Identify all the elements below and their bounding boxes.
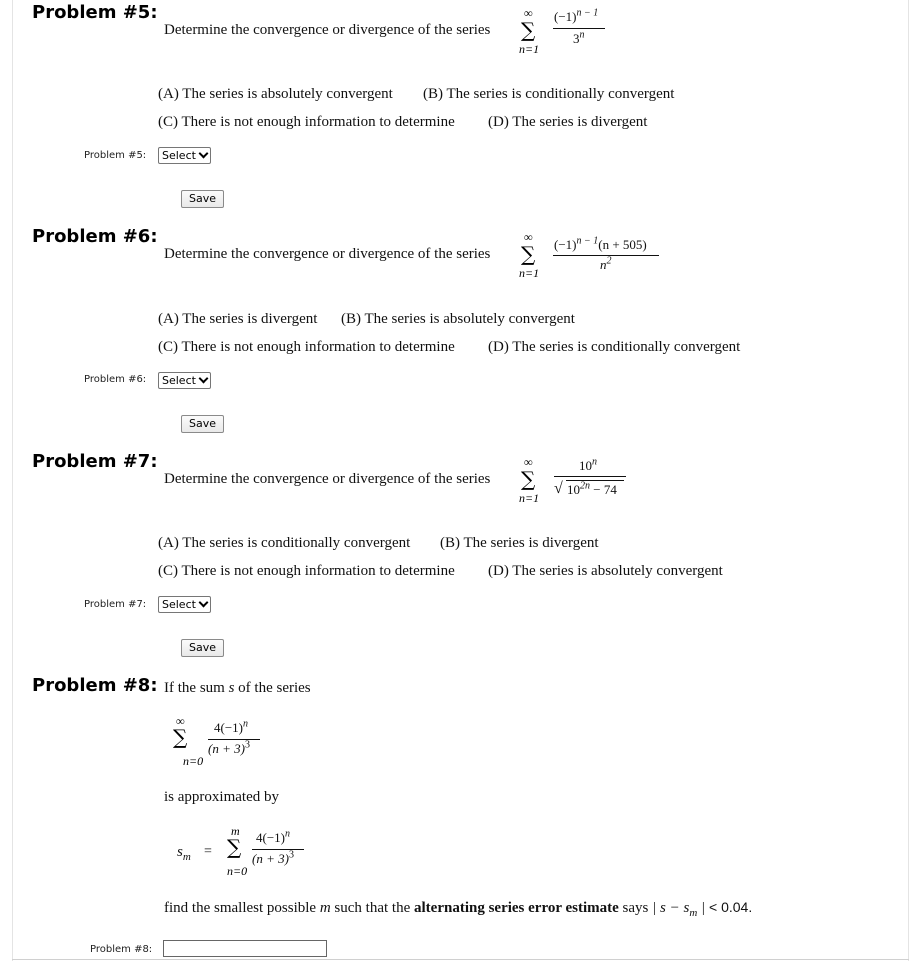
series-upper-limit: ∞ <box>176 714 185 728</box>
problem-8-series <box>168 714 278 770</box>
problem-5-stem: Determine the convergence or divergence of the series <box>164 22 491 38</box>
problem-5-answer-label: Problem #5: <box>84 150 147 161</box>
series-lower-limit: n=1 <box>519 266 540 280</box>
problem-7-save-button[interactable]: Save <box>181 639 224 657</box>
chevron-down-icon <box>198 374 208 384</box>
partial-sum-lower-limit: n=0 <box>227 864 248 878</box>
problem-5-option-d: (D) The series is divergent <box>488 114 648 130</box>
problem-8-answer-input[interactable] <box>163 940 327 957</box>
problem-8-intro: If the sum s of the series <box>164 680 311 696</box>
problem-8-answer-label: Problem #8: <box>90 944 153 955</box>
problem-5-option-a: (A) The series is absolutely convergent <box>158 86 393 102</box>
fraction-bar <box>252 849 304 850</box>
problem-5-option-b: (B) The series is conditionally convergent <box>423 86 675 102</box>
problem-6-series <box>516 230 676 282</box>
problem-6-option-c: (C) There is not enough information to determine <box>158 339 455 355</box>
series-denominator: $10^{2n} - 74$ <box>567 480 617 497</box>
series-denominator: 3$^n$ <box>573 29 585 46</box>
problem-5-series <box>516 6 626 58</box>
sigma-symbol: ∑ <box>227 835 242 859</box>
problem-6-answer-label: Problem #6: <box>84 374 147 385</box>
partial-sum-numerator: $4(-1)^n$ <box>256 828 290 845</box>
problem-7-option-d: (D) The series is absolutely convergent <box>488 563 723 579</box>
problem-6-stem: Determine the convergence or divergence of the series <box>164 246 491 262</box>
problem-6-title: Problem #6: <box>32 226 158 247</box>
series-numerator: 10$^n$ <box>579 456 597 473</box>
problem-7-series <box>516 455 636 507</box>
frame-right-border <box>908 0 909 961</box>
problem-7-answer-select[interactable]: Select <box>158 596 211 613</box>
problem-8-approx-text: is approximated by <box>164 789 279 805</box>
frame-bottom-border <box>12 959 909 960</box>
partial-sum-upper-limit: m <box>231 824 240 838</box>
series-upper-limit: ∞ <box>524 230 533 244</box>
series-numerator: $(-1)^{n - 1}$ <box>554 7 599 24</box>
problem-5-answer-select[interactable]: Select <box>158 147 211 164</box>
problem-6-option-d: (D) The series is conditionally convergent <box>488 339 741 355</box>
sigma-symbol: ∑ <box>521 18 536 42</box>
series-lower-limit: n=0 <box>183 754 204 768</box>
error-expression: | $s - s_m$ | <box>652 900 706 919</box>
problem-7-option-c: (C) There is not enough information to determine <box>158 563 455 579</box>
chevron-down-icon <box>198 149 208 159</box>
series-denominator: $n^2$ <box>600 255 612 272</box>
problem-6-answer-select[interactable]: Select <box>158 372 211 389</box>
problem-5-option-c: (C) There is not enough information to determine <box>158 114 455 130</box>
sigma-symbol: ∑ <box>521 467 536 491</box>
problem-7-title: Problem #7: <box>32 451 158 472</box>
problem-5-title: Problem #5: <box>32 2 158 23</box>
problem-7-answer-label: Problem #7: <box>84 599 147 610</box>
equals-sign: = <box>204 844 212 859</box>
problem-6-save-button[interactable]: Save <box>181 415 224 433</box>
problem-7-option-b: (B) The series is divergent <box>440 535 599 551</box>
fraction-bar <box>554 476 626 477</box>
sqrt-radical-icon: √ <box>554 480 563 497</box>
partial-sum-lhs: $s_m$ <box>177 844 191 863</box>
problem-8-question: find the smallest possible m such that the alternating series error estimate says | $s - s_m$ | < 0.04. <box>164 899 753 919</box>
fraction-bar <box>208 739 260 740</box>
problem-6-option-a: (A) The series is divergent <box>158 311 318 327</box>
series-upper-limit: ∞ <box>524 6 533 20</box>
series-numerator: $4(-1)^n$ <box>214 718 248 735</box>
series-denominator: $(n + 3)^3$ <box>208 739 250 756</box>
sigma-symbol: ∑ <box>173 725 188 749</box>
frame-left-border <box>12 0 13 961</box>
sigma-symbol: ∑ <box>521 242 536 266</box>
series-lower-limit: n=1 <box>519 491 540 505</box>
problem-8-title: Problem #8: <box>32 675 158 696</box>
problem-8-partial-sum <box>174 824 324 880</box>
series-numerator: $(-1)^{n - 1}(n + 505)$ <box>554 235 647 252</box>
problem-7-option-a: (A) The series is conditionally convergent <box>158 535 411 551</box>
series-upper-limit: ∞ <box>524 455 533 469</box>
problem-7-stem: Determine the convergence or divergence of the series <box>164 471 491 487</box>
chevron-down-icon <box>198 598 208 608</box>
series-lower-limit: n=1 <box>519 42 540 56</box>
problem-5-save-button[interactable]: Save <box>181 190 224 208</box>
problem-6-option-b: (B) The series is absolutely convergent <box>341 311 575 327</box>
sqrt-vinculum <box>566 480 624 481</box>
partial-sum-denominator: $(n + 3)^3$ <box>252 849 294 866</box>
